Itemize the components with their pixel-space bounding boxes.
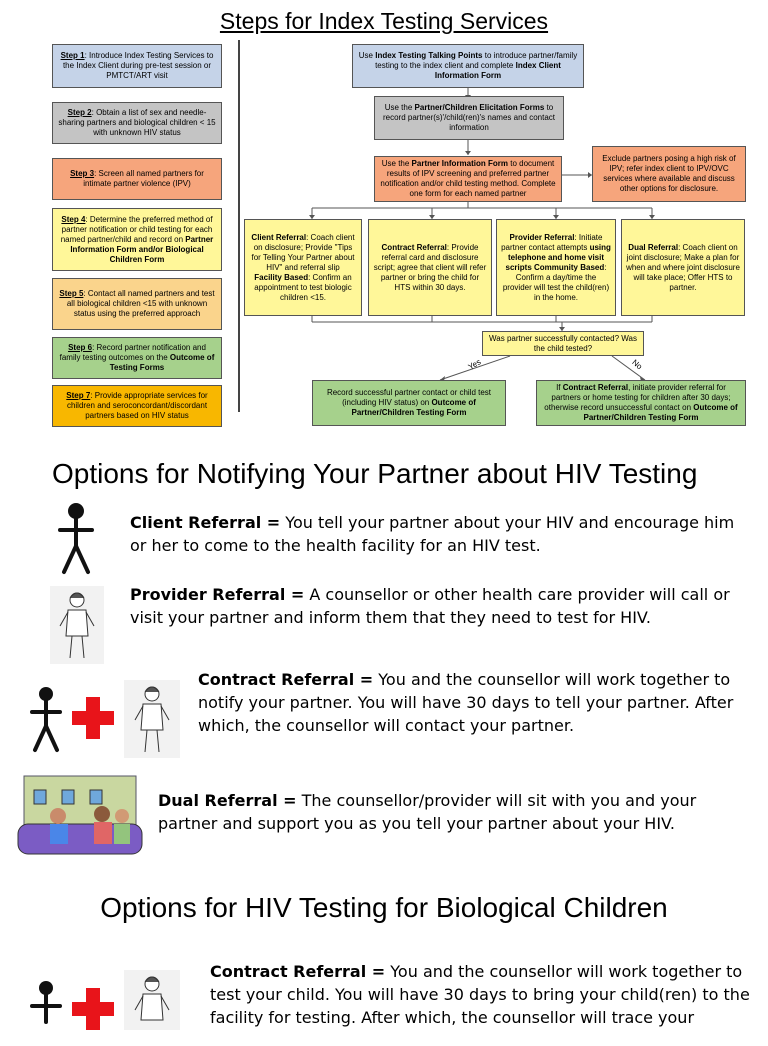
flow-bold: Dual Referral: [628, 242, 679, 252]
flow-box-contract-referral: [368, 219, 492, 316]
flow-text: to introduce partner/family testing to the index client and complete: [375, 51, 578, 70]
option-label: Contract Referral =: [198, 670, 374, 689]
flow-text: Was partner successfully contacted? Was the child tested?: [489, 333, 637, 353]
flow-box-partner-info: [374, 156, 562, 202]
stick-figure-icon: [28, 978, 64, 1046]
option-text: A counsellor or other health care provider will call or visit your partner and inform them that they need to test for HIV.: [130, 585, 730, 627]
step-label: Step 4: [61, 214, 86, 224]
flow-text: : Provide referral card and disclosure script; agree that client will refer partner or bring the child for HTS within 30 days.: [373, 242, 487, 292]
flow-box-elicitation: [374, 96, 564, 140]
option-label: Client Referral =: [130, 513, 281, 532]
option-provider-referral: [130, 583, 740, 629]
step-text: : Contact all named partners and test all biological children <15 with unknown status using the preferred approach: [66, 289, 215, 318]
flow-text: If: [556, 383, 563, 392]
flow-box-yes-outcome: [312, 380, 506, 426]
option-text: You tell your partner about your HIV and encourage him or her to come to the health facility for an HIV test.: [130, 513, 735, 555]
step-text: : Obtain a list of sex and needle-sharing partners and biological children < 15 with unknown HIV status: [58, 108, 216, 137]
flow-bold: Partner/Children Elicitation Forms: [414, 103, 545, 112]
flow-text: , initiate provider referral for partners or home testing for children after 30 days; otherwise record unsuccessful contact on: [544, 383, 731, 412]
option-label: Dual Referral =: [158, 791, 297, 810]
flow-bold: Partner Information Form: [411, 159, 508, 168]
flow-box-provider-referral: [496, 219, 616, 316]
option-label: Contract Referral =: [210, 962, 386, 981]
step-label: Step 5: [59, 289, 84, 298]
step-text: : Screen all named partners for intimate partner violence (IPV): [83, 169, 204, 188]
flow-box-dual-referral: [621, 219, 745, 316]
flow-box-no-outcome: [536, 380, 746, 426]
flow-box-exclude: [592, 146, 746, 202]
section-title-notifying: Options for Notifying Your Partner about HIV Testing: [52, 458, 698, 489]
flow-bold: Contract Referral: [381, 242, 447, 252]
step-text: : Record partner notification and family testing outcomes on the: [59, 343, 206, 362]
flow-text: Exclude partners posing a high risk of IPV; refer index client to IPV/OVC services where available and discuss other options for disclosure.: [602, 154, 736, 193]
option-client-referral: [130, 511, 740, 557]
option-label: Provider Referral =: [130, 585, 305, 604]
step-bold-text: Partner Information Form and/or Biological Children Form: [70, 234, 214, 264]
stick-figure-icon: [56, 500, 96, 574]
flow-text: Record successful partner contact or child test (including HIV status) on: [326, 388, 492, 407]
step-text: : Introduce Index Testing Services to the Index Client during pre-test session or PMTCT/ART visit: [62, 51, 214, 80]
child-contract-referral: [210, 960, 750, 1029]
flow-box-client-referral: [244, 219, 362, 316]
flow-text: : Confirm an appointment to test biologic children <15.: [254, 272, 352, 302]
step-label: Step 2: [67, 108, 92, 117]
no-label: No: [630, 357, 644, 372]
step-text: : Provide appropriate services for children and seroconcordant/discordant partners based on HIV status: [66, 391, 208, 420]
counsellor-icon: [124, 680, 180, 758]
flow-bold: Outcome of Partner/Children Testing Form: [351, 398, 476, 417]
option-contract-referral: [198, 668, 743, 737]
yes-label: Yes: [466, 357, 483, 372]
step-label: Step 6: [68, 343, 93, 352]
stick-figure-icon: [28, 684, 64, 752]
flow-box-talking-points: [352, 44, 584, 88]
flow-text: Use the: [381, 159, 412, 168]
flow-bold: Outcome of Partner/Children Testing Form: [583, 403, 738, 422]
flow-text: to record partner(s)'/child(ren)'s names and contact information: [382, 103, 555, 132]
flow-bold: Provider Referral: [509, 232, 575, 242]
flow-text: : Initiate partner contact attempts: [501, 232, 603, 252]
flow-text: Use the: [384, 103, 415, 112]
couple-counselling-icon: [18, 776, 142, 858]
step-label: Step 7: [66, 391, 91, 400]
flow-bold: Index Testing Talking Points: [375, 51, 483, 60]
flow-text: Use: [358, 51, 376, 60]
flow-text: to document results of IPV screening and preferred partner notification and/or child testing method. Complete one form for each named partner: [380, 159, 556, 198]
flow-box-question: [482, 331, 644, 356]
section-title-children: Options for HIV Testing for Biological Children: [100, 892, 668, 923]
flow-bold: Client Referral: [251, 232, 307, 242]
flow-bold: using telephone and home visit scripts Community Based: [505, 242, 611, 272]
step-label: Step 3: [70, 169, 95, 178]
option-text: The counsellor/provider will sit with you and your partner and support you as you tell your partner about your HIV.: [158, 791, 697, 833]
flow-text: : Confirm a day/time the provider will test the child(ren) in the home.: [502, 262, 610, 302]
step-label: Step 1: [60, 51, 85, 60]
step-bold-text: Outcome of Testing Forms: [109, 353, 215, 372]
flow-text: : Coach client on joint disclosure; Make a plan for when and where joint disclosure will take place; Offer HTS to partner.: [626, 242, 740, 292]
option-dual-referral: [158, 789, 738, 835]
red-cross-icon: [72, 697, 114, 739]
flow-bold: Index Client Information Form: [434, 61, 561, 80]
flow-bold: Contract Referral: [562, 383, 629, 392]
flow-text: : Coach client on disclosure; Provide "Tips for Telling Your Partner about HIV" and referral slip: [251, 232, 355, 272]
flow-bold: Facility Based: [254, 272, 309, 282]
step-text: : Determine the preferred method of partner notification or child testing for each named partner/child and record on: [60, 214, 213, 244]
counsellor-icon: [50, 586, 104, 664]
page-title: Steps for Index Testing Services: [219, 8, 549, 34]
option-text: You and the counsellor will work together to test your child. You will have 30 days to bring your child(ren) to the facility for testing. After which, the counsellor will trace your: [210, 962, 750, 1027]
counsellor-icon: [124, 970, 180, 1030]
option-text: You and the counsellor will work together to notify your partner. You will have 30 days to tell your partner. After which, the counsellor will contact your partner.: [198, 670, 734, 735]
